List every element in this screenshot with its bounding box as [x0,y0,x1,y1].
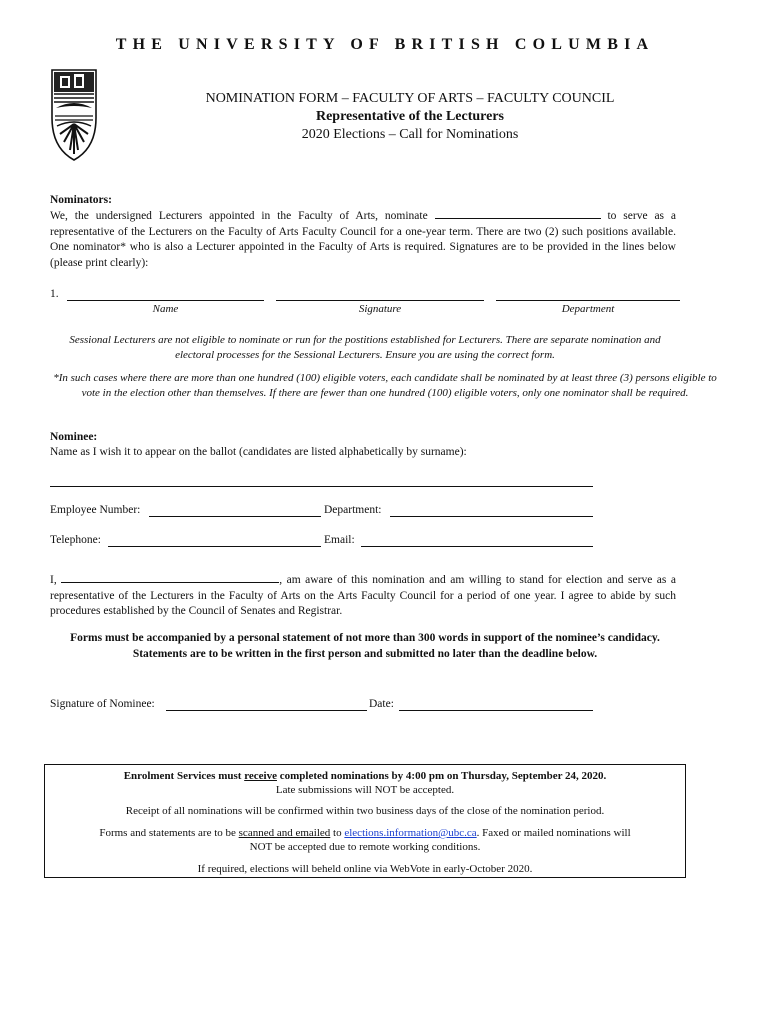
deadline-text-c: completed nominations by 4:00 pm on Thursday, September 24, 2020. [276,770,607,782]
email-field[interactable] [361,546,593,547]
name-caption: Name [152,303,179,315]
consent-name-field[interactable] [61,571,279,583]
date-label: Date: [369,698,394,710]
signature-caption: Signature [358,303,402,315]
deadline-line-1 [45,769,685,784]
eligibility-note: *In such cases where there are more than one hundred (100) eligible voters, each candidate shall be nominated by at least three (3) persons eligible to vote in the election other than themselves. If there are fewer than one hundred (100) eligible voters, only one nominator shall be required. [53,372,717,399]
nominators-heading: Nominators: [50,194,112,206]
department-label: Department: [324,504,382,516]
consent-text: , am aware of this nomination and am willing to stand for election and serve as a representative of the Lecturers in the Faculty of Arts on the Arts Faculty Council for a period of one year. I agree to abide by such procedures established by the Council of Senates and Registrar. [50,574,676,617]
elections-email-link[interactable]: elections.information@ubc.ca [344,827,477,839]
nominator-signature-field[interactable] [276,300,484,301]
email-label: Email: [324,534,355,546]
nominators-text-1: We, the undersigned Lecturers appointed in the Faculty of Arts, nominate [50,210,428,222]
consent-prefix: I, [50,574,57,586]
nominators-paragraph [50,207,676,271]
nominator-department-field[interactable] [496,300,680,301]
university-name: THE UNIVERSITY OF BRITISH COLUMBIA [115,36,655,53]
ballot-name-field[interactable] [50,486,593,487]
nominator-row-number: 1. [50,288,59,300]
sessional-note: Sessional Lecturers are not eligible to nominate or run for the postitions established for Lecturers. There are separate nomination and electoral processes for the Sessional Lecturers. Ensure you are using the correct form. [69,334,661,361]
nominee-heading: Nominee: [50,431,98,443]
webvote-line: If required, elections will beheld online via WebVote in early-October 2020. [197,863,533,875]
submission-text-c: to [330,827,345,839]
consent-paragraph [50,571,676,620]
late-submissions-line: Late submissions will NOT be accepted. [275,784,455,796]
employee-number-field[interactable] [149,516,321,517]
nominators-text-2: to serve as a representative of the Lecturers on the Faculty of Arts Faculty Council for a one-year term. There are two (2) such positions available. One nominator* who is also a Lecturer appointed in the Faculty of Arts is required. Signatures are to be provided in the lines below (please print clearly): [50,210,677,269]
date-field[interactable] [399,710,593,711]
receipt-confirmation-line: Receipt of all nominations will be confirmed within two business days of the close of the nomination period. [125,805,605,817]
deadline-notice-box [44,764,686,878]
ballot-name-label: Name as I wish it to appear on the ballot (candidates are listed alphabetically by surname): [50,446,467,458]
form-subtitle: Representative of the Lecturers [315,109,505,124]
department-caption: Department [561,303,615,315]
submission-text-d: . Faxed or mailed nominations will [476,827,631,839]
nominator-name-field[interactable] [67,300,264,301]
nominee-signature-field[interactable] [166,710,367,711]
remote-conditions-line: NOT be accepted due to remote working conditions. [249,841,481,853]
telephone-label: Telephone: [50,534,101,546]
statement-notice: Forms must be accompanied by a personal statement of not more than 300 words in support of the nominee’s candidacy. Statements are to be written in the first person and submitted no later than the deadline below. [70,632,660,660]
scanned-emailed-text: scanned and emailed [238,827,331,839]
submission-method-line [45,826,685,841]
employee-number-label: Employee Number: [50,504,141,516]
nominee-name-field[interactable] [435,207,601,219]
form-title: NOMINATION FORM – FACULTY OF ARTS – FACULTY COUNCIL [205,91,615,106]
deadline-text-a: Enrolment Services must [123,770,245,782]
nominee-signature-label: Signature of Nominee: [50,698,155,710]
deadline-receive: receive [244,770,277,782]
submission-text-a: Forms and statements are to be [99,827,239,839]
ubc-crest-logo [50,68,98,162]
telephone-field[interactable] [108,546,321,547]
election-title: 2020 Elections – Call for Nominations [301,127,519,142]
department-field[interactable] [390,516,593,517]
